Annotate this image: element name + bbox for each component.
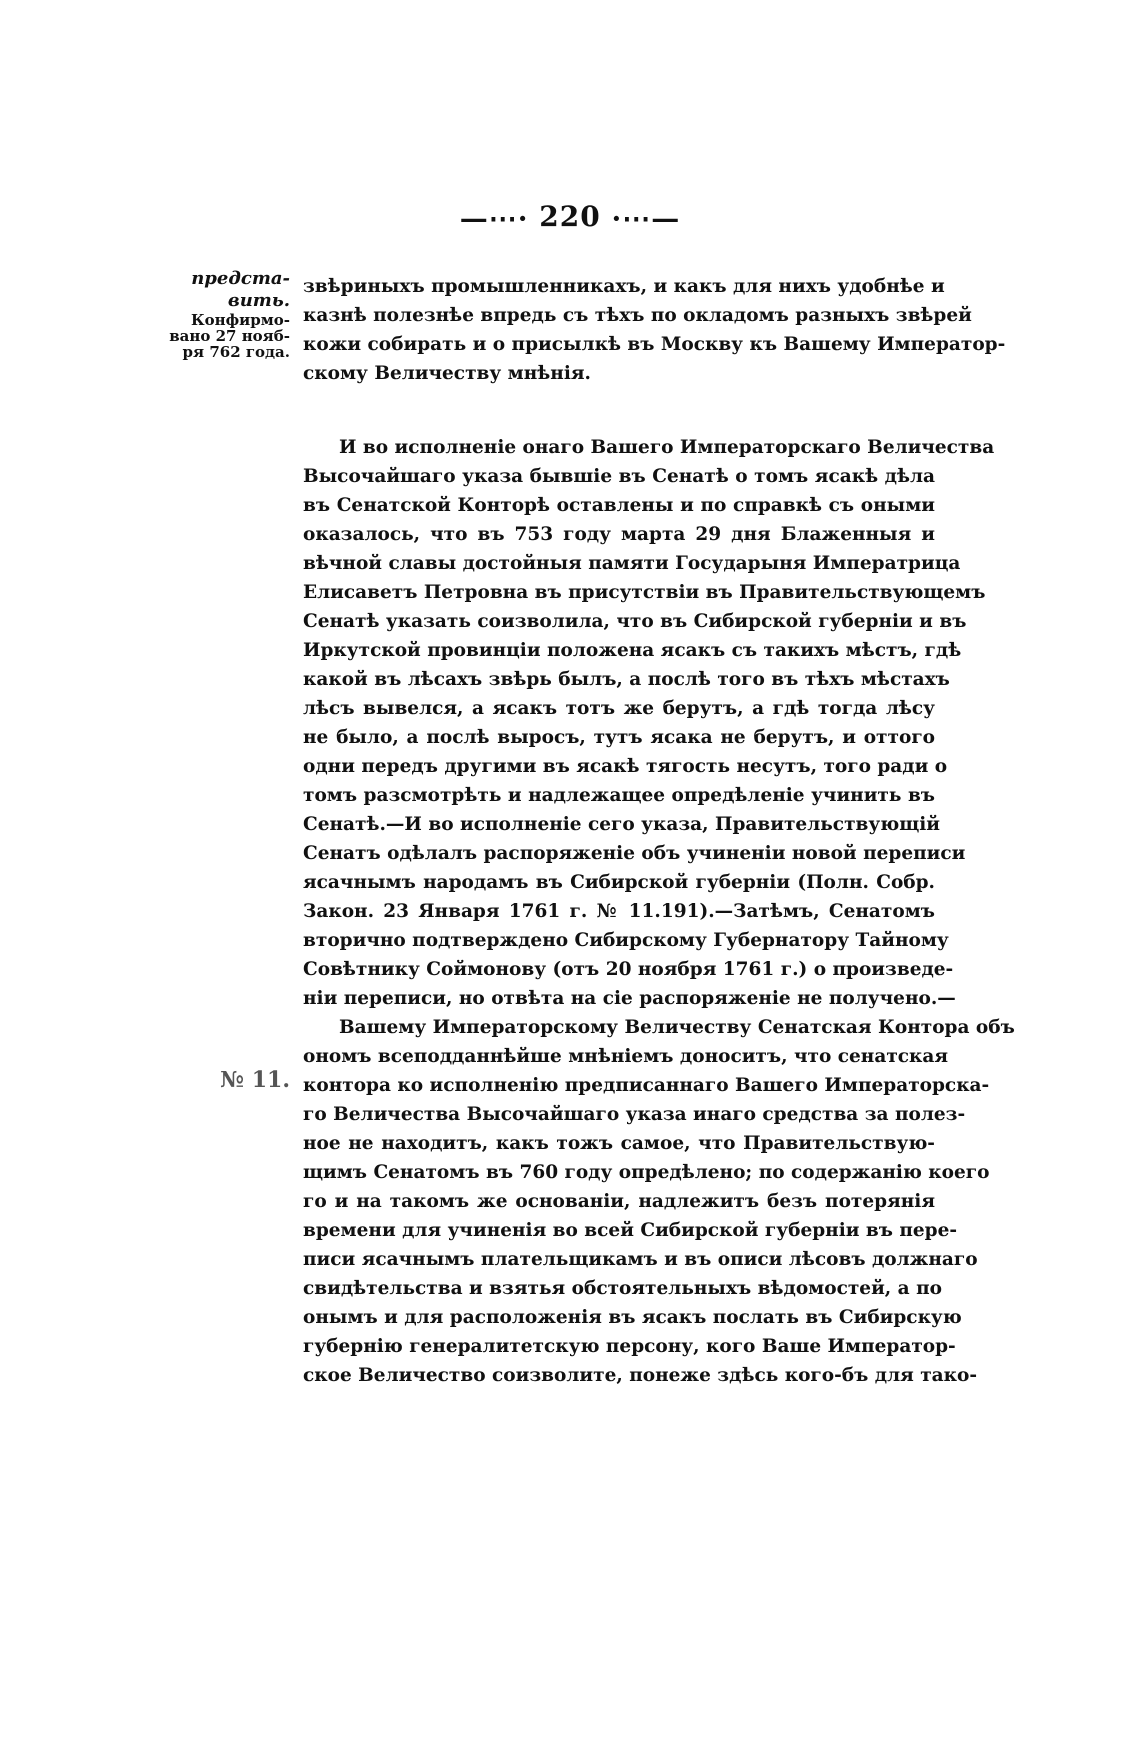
text-line: ское Величество соизволите, понеже здѣсь кого-бъ для тако- — [303, 1365, 978, 1386]
text-line: Сенатѣ указать соизволила, что въ Сибирской губерніи и въ — [303, 611, 967, 632]
text-line: го и на такомъ же основаніи, надлежитъ безъ потерянія — [303, 1191, 935, 1212]
text-line: скому Величеству мнѣнія. — [303, 363, 591, 384]
text-line: въ Сенатской Конторѣ оставлены и по справкѣ съ оными — [303, 495, 935, 516]
text-line: Высочайшаго указа бывшіе въ Сенатѣ о томъ ясакѣ дѣла — [303, 466, 935, 487]
text-line: Совѣтнику Соймонову (отъ 20 ноября 1761 г.) о произведе- — [303, 959, 954, 980]
text-line: Сенатѣ.—И во исполненіе сего указа, Правительствующій — [303, 814, 940, 835]
text-line: ономъ всеподданнѣйше мнѣніемъ доноситъ, что сенатская — [303, 1046, 949, 1067]
text-line: свидѣтельства и взятья обстоятельныхъ вѣдомостей, а по — [303, 1278, 942, 1299]
header-right-ornament: ·⋯— — [611, 202, 681, 235]
text-line: звѣриныхъ промышленникахъ, и какъ для нихъ удобнѣе и — [303, 276, 945, 297]
text-line: Вашему Императорскому Величеству Сенатская Контора объ — [339, 1017, 1015, 1038]
text-line: одни передъ другими въ ясакѣ тягость несутъ, того ради о — [303, 756, 948, 777]
margin-note-line: предста- — [191, 268, 290, 289]
margin-note-line: Конфирмо- — [190, 311, 290, 329]
text-line: времени для учиненія во всей Сибирской губерніи въ пере- — [303, 1220, 958, 1241]
margin-note-confirmation — [152, 268, 290, 360]
text-line: ясачнымъ народамъ въ Сибирской губерніи (Полн. Собр. — [303, 872, 935, 893]
text-line: И во исполненіе онаго Вашего Императорскаго Величества — [339, 437, 995, 458]
text-line: вѣчной славы достойныя памяти Государыня Императрица — [303, 553, 961, 574]
text-line: Сенатъ одѣлалъ распоряженіе объ учиненіи новой переписи — [303, 843, 966, 864]
page-header — [420, 200, 720, 235]
text-line: кожи собирать и о присылкѣ въ Москву къ Вашему Император- — [303, 334, 1006, 355]
margin-note-line: ря 762 года. — [182, 343, 290, 361]
text-line: оказалось, что въ 753 году марта 29 дня Блаженныя и — [303, 524, 935, 545]
text-line: какой въ лѣсахъ звѣрь былъ, а послѣ того въ тѣхъ мѣстахъ — [303, 669, 950, 690]
text-line: томъ разсмотрѣть и надлежащее опредѣленіе учинить въ — [303, 785, 935, 806]
text-line: Закон. 23 Января 1761 г. № 11.191).—Затѣмъ, Сенатомъ — [303, 901, 935, 922]
margin-note-line: вить. — [227, 290, 290, 311]
text-line: контора ко исполненію предписаннаго Вашего Императорска- — [303, 1075, 990, 1096]
text-line: щимъ Сенатомъ въ 760 году опредѣлено; по содержанію коего — [303, 1162, 990, 1183]
text-line: вторично подтверждено Сибирскому Губернатору Тайному — [303, 930, 949, 951]
text-line: го Величества Высочайшаго указа инаго средства за полез- — [303, 1104, 966, 1125]
text-line: писи ясачнымъ плательщикамъ и въ описи лѣсовъ должнаго — [303, 1249, 978, 1270]
paragraph-main — [303, 433, 1015, 1390]
text-line: губернію генералитетскую персону, кого Ваше Император- — [303, 1336, 956, 1357]
text-line: онымъ и для расположенія въ ясакъ послать въ Сибирскую — [303, 1307, 962, 1328]
margin-note-number — [152, 1068, 290, 1092]
margin-note-line: № 11. — [220, 1067, 290, 1093]
text-line: Елисаветъ Петровна въ присутствіи въ Правительствующемъ — [303, 582, 986, 603]
text-line: Иркутской провинціи положена ясакъ съ такихъ мѣстъ, гдѣ — [303, 640, 962, 661]
header-left-ornament: —⋯· — [459, 202, 529, 235]
text-line: казнѣ полезнѣе впредь съ тѣхъ по окладомъ разныхъ звѣрей — [303, 305, 972, 326]
page-number: 220 — [539, 200, 601, 233]
text-line: ное не находитъ, какъ тожъ самое, что Правительствую- — [303, 1133, 935, 1154]
text-line: не было, а послѣ выросъ, тутъ ясака не берутъ, и оттого — [303, 727, 935, 748]
text-line: лѣсъ вывелся, а ясакъ тотъ же берутъ, а гдѣ тогда лѣсу — [303, 698, 935, 719]
paragraph-top — [303, 272, 1006, 388]
text-line: ніи переписи, но отвѣта на сіе распоряженіе не получено.— — [303, 988, 956, 1009]
margin-note-line: вано 27 нояб- — [169, 327, 290, 345]
